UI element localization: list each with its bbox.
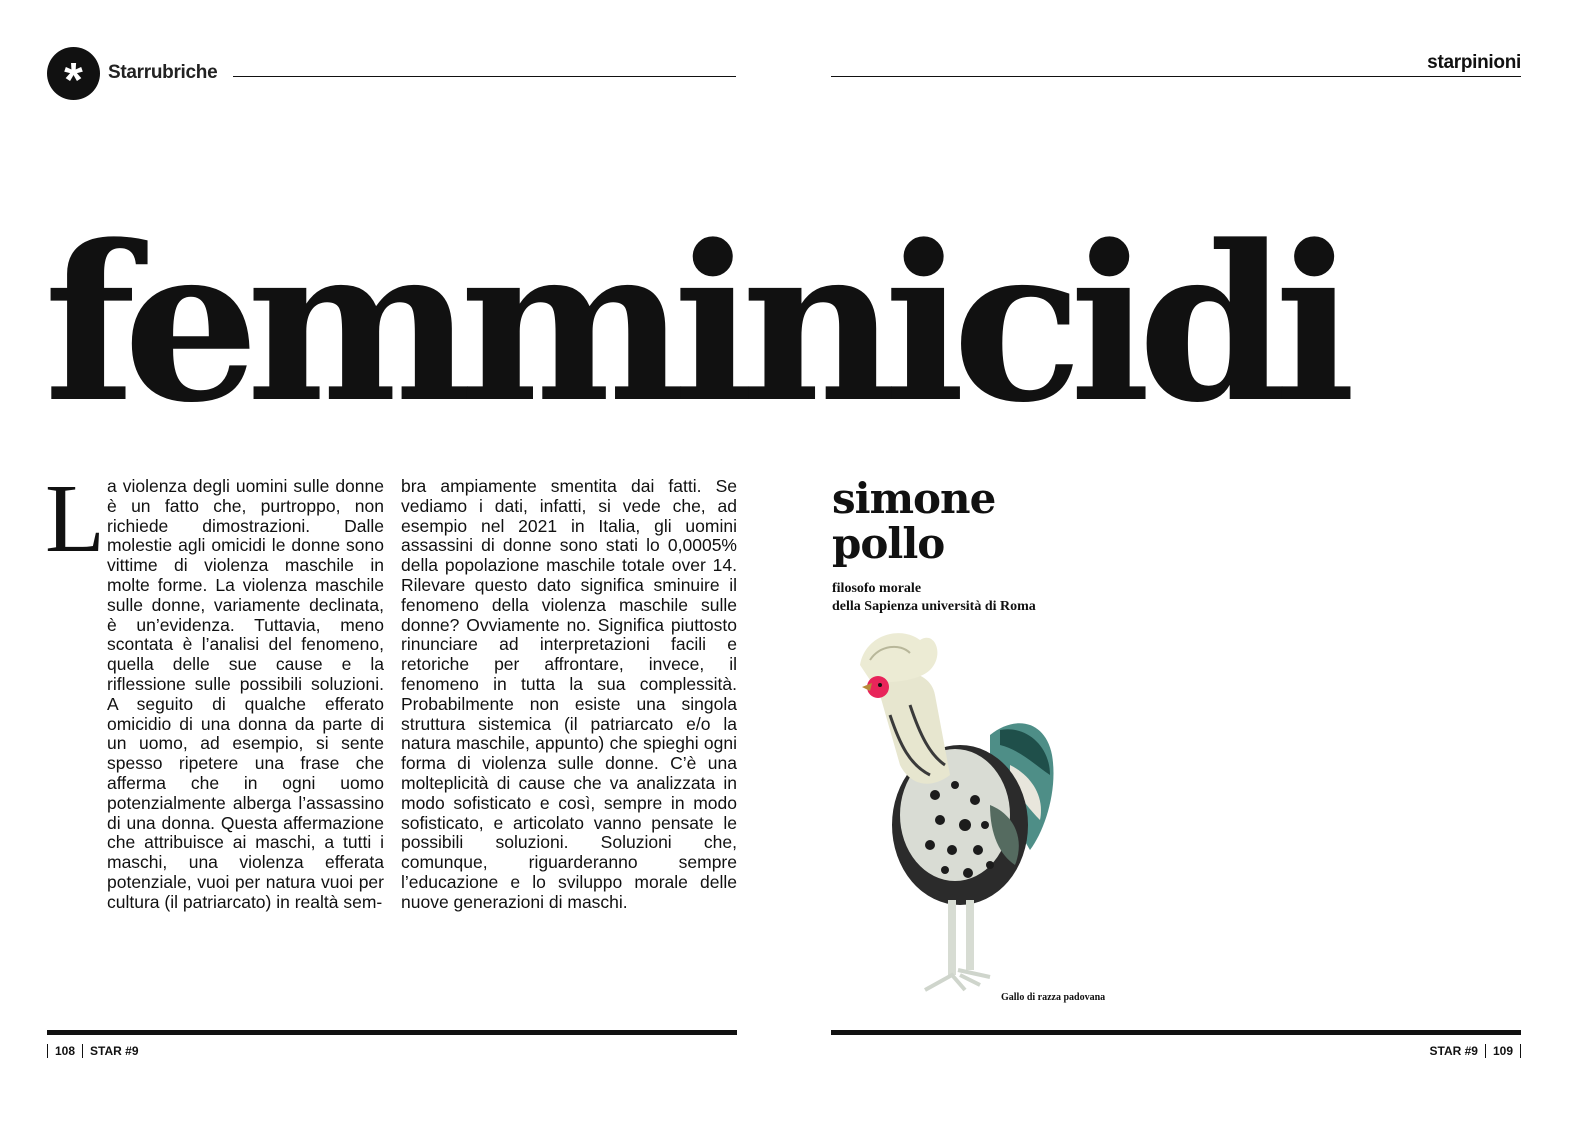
section-label: Starrubriche [108,62,218,83]
footer-left [47,1044,139,1058]
rooster-illustration-icon [840,625,1070,1015]
author-name [832,476,995,566]
footer-divider [47,1044,48,1058]
issue-label-right: STAR #9 [1429,1044,1478,1058]
drop-cap: L [45,465,105,573]
header-rule-right [831,76,1521,77]
asterisk-logo-icon: * [47,47,100,100]
author-role-line-2: della Sapienza università di Roma [832,599,1036,614]
issue-label-left: STAR #9 [90,1044,139,1058]
rubric-label: starpinioni [1427,52,1521,73]
page-number-right: 109 [1492,1044,1513,1058]
author-role-line-1: filosofo morale [832,581,922,596]
author-first-name: simone [832,474,996,523]
article-column-2: bra ampiamente smentita dai fatti. Se vediamo i dati, infatti, si vede che, ad esempio nel 2021 in Italia, gli uomini assassini di donne sono stati lo 0,0005% della popolazione maschile totale over 14. Rilevare questo dato significa sminuire il fenomeno della violenza maschile sulle donne? Ovviamente no. Significa piuttosto rinunciare ad interpretazioni facili e retoriche per affrontare, invece, il fenomeno in tutta la sua complessità. Probabilmente non esiste una singola struttura sistemica (il patriarcato e/o la natura maschile, appunto) che spieghi ogni forma di violenza sulle donne. C’è una molteplicità di cause che va analizzata in modo sofisticato e così, sempre in modo sofisticato, e articolato vanno pensate le possibili soluzioni. Soluzioni che, comunque, riguarderanno sempre l’educazione e lo sviluppo morale delle nuove generazioni di maschi. [401,476,737,912]
footer-right [1430,1044,1522,1058]
author-last-name: pollo [832,519,945,568]
footer-divider [82,1044,83,1058]
footer-rule-left [47,1030,737,1035]
footer-divider [1520,1044,1521,1058]
footer-divider [1485,1044,1486,1058]
header-rule-left [233,76,736,77]
footer-rule-right [831,1030,1521,1035]
page-number-left: 108 [55,1044,76,1058]
article-column-1: a violenza degli uomini sulle donne è un fatto che, purtroppo, non richiede dimostrazioni. Dalle molestie agli omicidi le donne sono vittime di violenza maschile in molte forme. La violenza maschile sulle donne, variamente declinata, è un’evidenza. Tuttavia, meno scontata è l’analisi del fenomeno, quella delle sue cause e la riflessione sulle possibili soluzioni. A seguito di qualche efferato omicidio di una donna da parte di un uomo, ad esempio, si sente spesso ripetere una frase che afferma che in ogni uomo potenzialmente alberga l’assassino di una donna. Questa affermazione che attribuisce ai maschi, a tutti i maschi, una violenza efferata potenziale, vuoi per natura vuoi per cultura (il patriarcato) in realtà sem- [107,476,384,912]
article-title: femminicidi [44,199,1343,450]
image-caption: Gallo di razza padovana [1001,992,1106,1003]
author-role [832,580,1036,616]
